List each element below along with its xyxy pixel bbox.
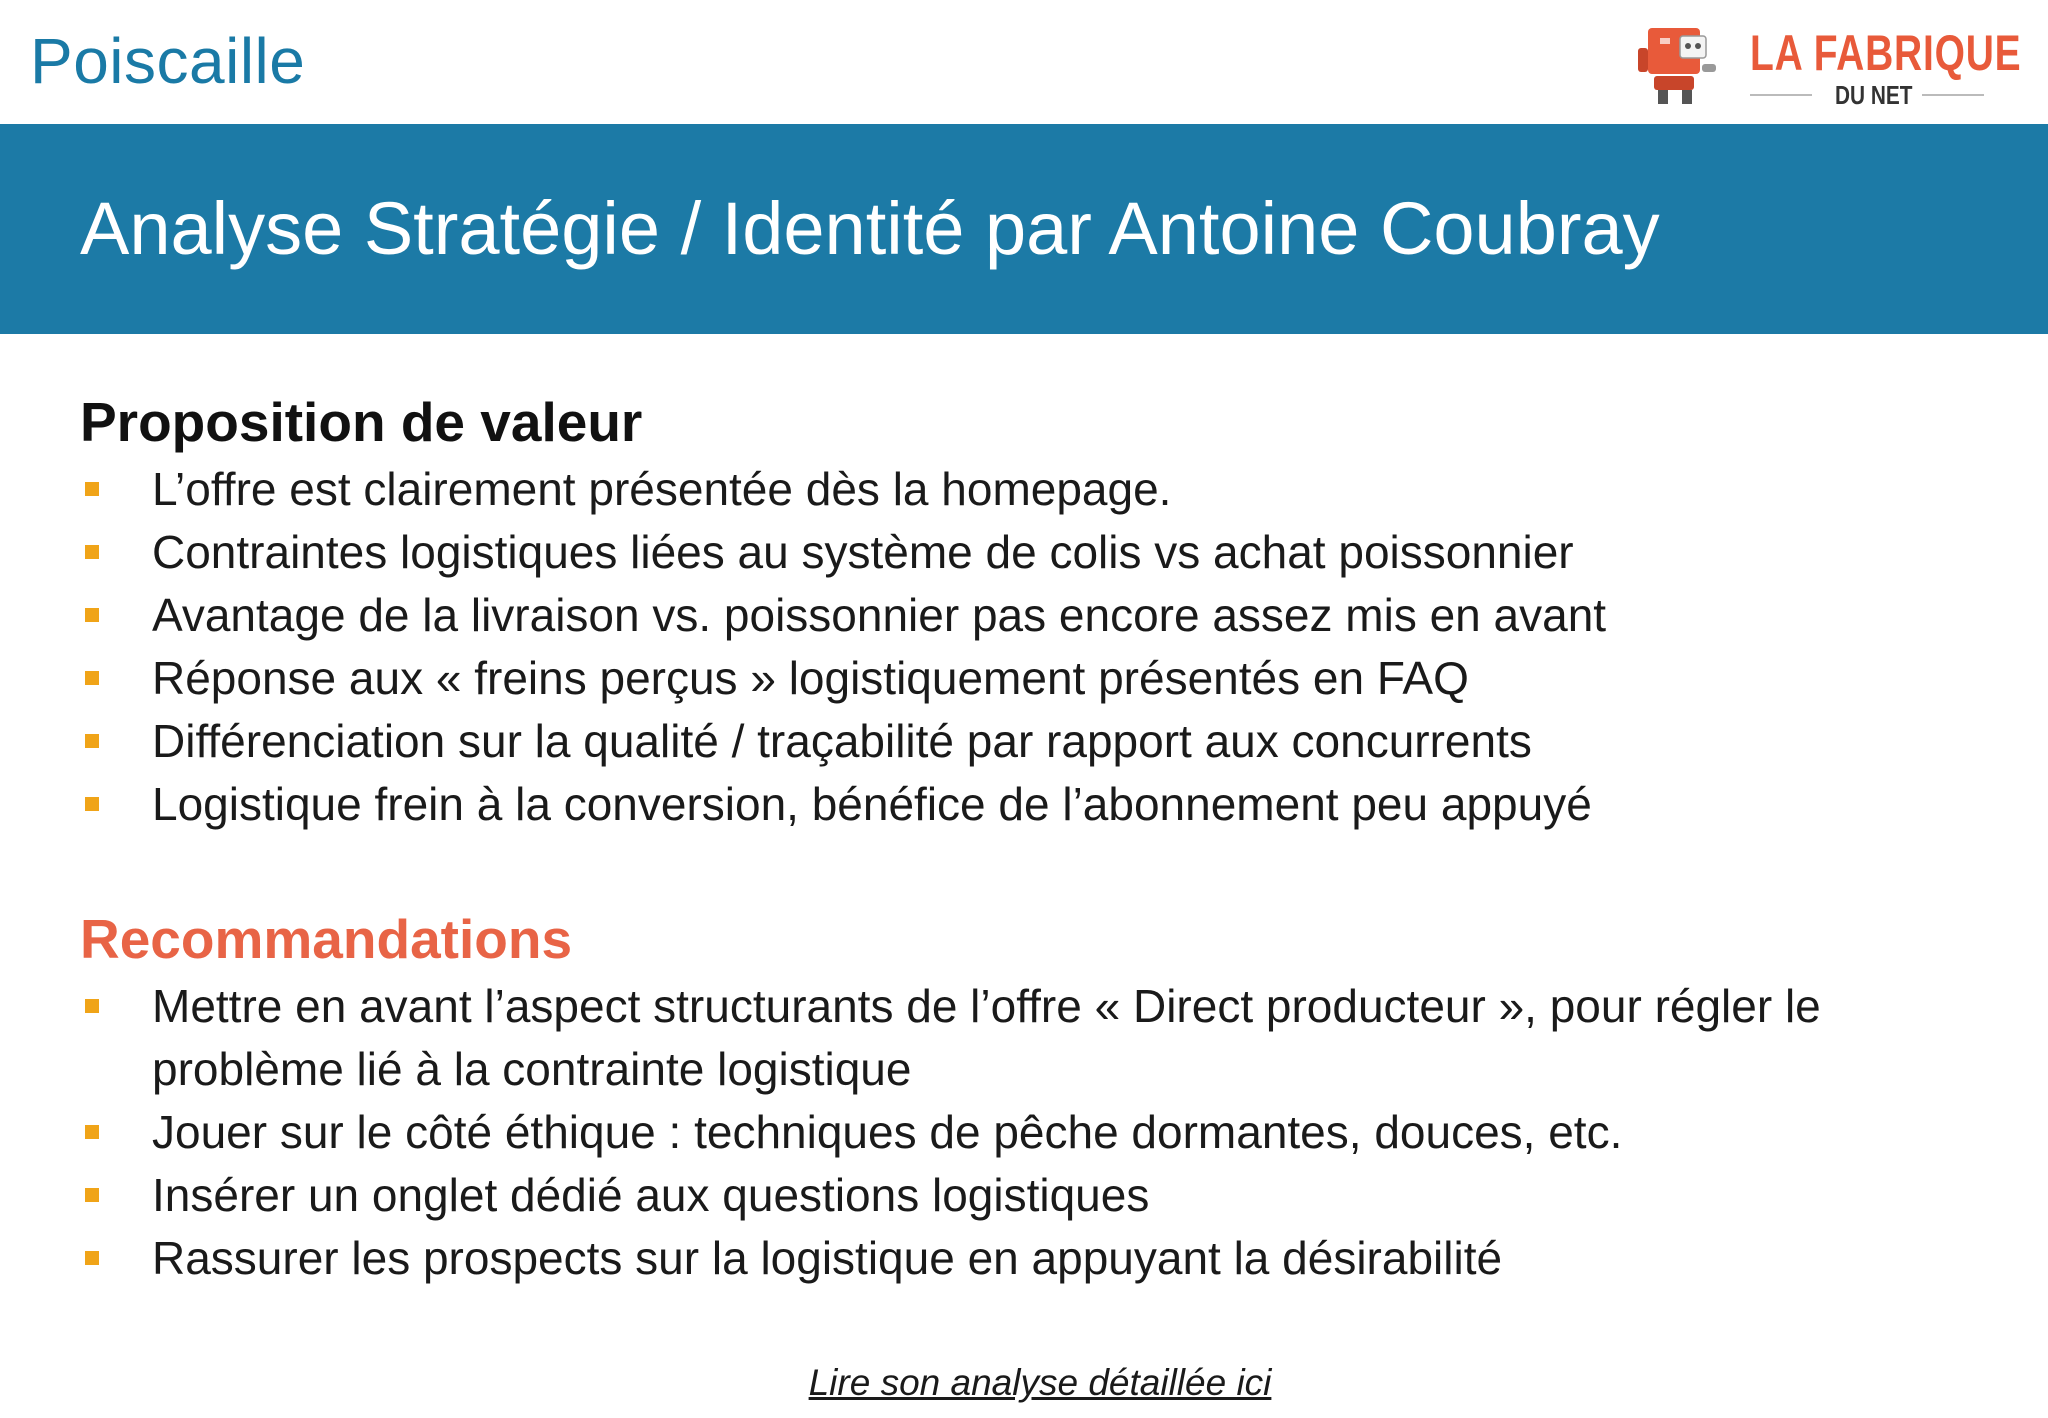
la-fabrique-logo[interactable] <box>1630 18 2022 114</box>
square-bullet-icon <box>85 797 99 811</box>
slide-title: Analyse Stratégie / Identité par Antoine Coubray <box>80 187 1660 270</box>
section-heading-proposition: Proposition de valeur <box>80 391 643 453</box>
square-bullet-icon <box>85 1251 99 1265</box>
bullet-item: Insérer un onglet dédié aux questions logistiques <box>0 1164 1982 1227</box>
bullet-item: Différenciation sur la qualité / traçabilité par rapport aux concurrents <box>0 710 1982 773</box>
title-banner <box>0 124 2048 334</box>
proposition-bullet-list <box>0 458 1982 836</box>
bullet-item: Logistique frein à la conversion, bénéfice de l’abonnement peu appuyé <box>0 773 1982 836</box>
section-heading-recommandations: Recommandations <box>80 908 573 970</box>
bullet-item: Rassurer les prospects sur la logistique en appuyant la désirabilité <box>0 1227 1982 1290</box>
bullet-item: L’offre est clairement présentée dès la homepage. <box>0 458 1982 521</box>
square-bullet-icon <box>85 545 99 559</box>
bullet-item: Mettre en avant l’aspect structurants de l’offre « Direct producteur », pour régler le problème lié à la contrainte logistique <box>0 975 1982 1101</box>
square-bullet-icon <box>85 1188 99 1202</box>
square-bullet-icon <box>85 1125 99 1139</box>
robot-logo-icon <box>1630 18 1722 110</box>
square-bullet-icon <box>85 999 99 1013</box>
detailed-analysis-link[interactable]: Lire son analyse détaillée ici <box>808 1362 1272 1403</box>
bullet-item: Réponse aux « freins perçus » logistiquement présentés en FAQ <box>0 647 1982 710</box>
square-bullet-icon <box>85 482 99 496</box>
page-title: Poiscaille <box>30 25 306 97</box>
bullet-item: Avantage de la livraison vs. poissonnier pas encore assez mis en avant <box>0 584 1982 647</box>
square-bullet-icon <box>85 671 99 685</box>
logo-divider-right <box>1922 94 1984 96</box>
recommandations-bullet-list <box>0 975 1982 1290</box>
square-bullet-icon <box>85 608 99 622</box>
bullet-item: Contraintes logistiques liées au système de colis vs achat poissonnier <box>0 521 1982 584</box>
logo-divider-left <box>1750 94 1812 96</box>
bullet-item: Jouer sur le côté éthique : techniques de pêche dormantes, douces, etc. <box>0 1101 1982 1164</box>
square-bullet-icon <box>85 734 99 748</box>
logo-text: LA FABRIQUE <box>1750 25 2022 81</box>
top-header <box>0 0 2048 124</box>
logo-subtext: DU NET <box>1835 80 1913 110</box>
